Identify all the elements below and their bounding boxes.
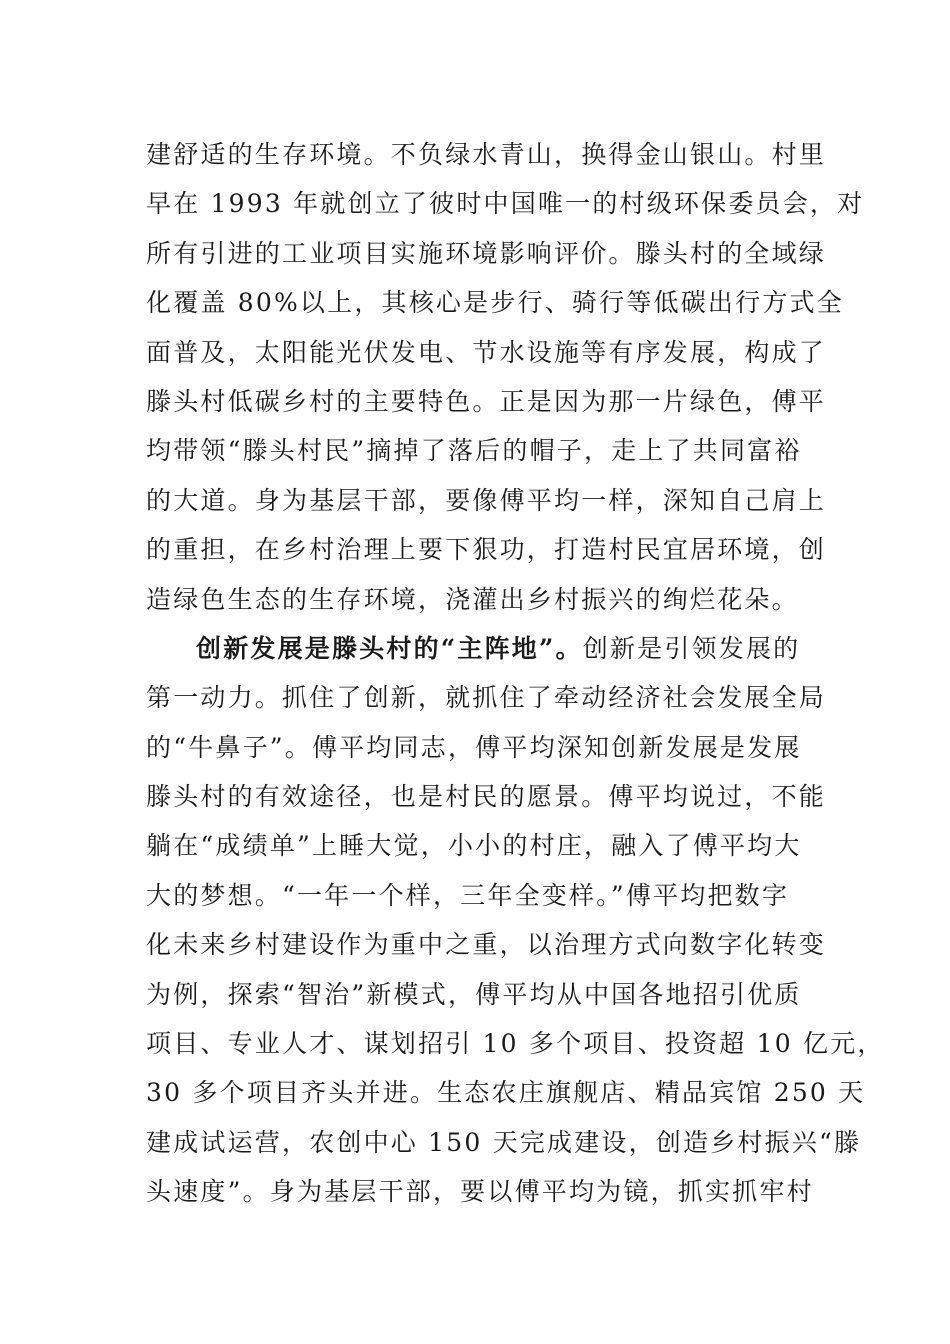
text-line: 的大道。身为基层干部，要像傅平均一样，深知自己肩上 <box>146 485 827 515</box>
text-line: 建成试运营，农创中心 150 天完成建设，创造乡村振兴“滕 <box>146 1127 862 1157</box>
text-line: 所有引进的工业项目实施环境影响评价。滕头村的全域绿 <box>146 238 827 268</box>
text-line: 均带领“滕头村民”摘掉了落后的帽子，走上了共同富裕 <box>146 436 802 466</box>
text-line: 的重担，在乡村治理上要下狠功，打造村民宜居环境，创 <box>146 535 827 565</box>
text-line: 大的梦想。“一年一个样，三年全变样。”傅平均把数字 <box>146 880 790 910</box>
text-line: 项目、专业人才、谋划招引 10 多个项目、投资超 10 亿元， <box>146 1029 885 1059</box>
section-heading: 创新发展是滕头村的“主阵地”。 <box>196 633 583 663</box>
paragraph-2 <box>146 624 885 1217</box>
text-line: 躺在“成绩单”上睡大觉，小小的村庄，融入了傅平均大 <box>146 831 802 861</box>
text-line: 化覆盖 80%以上，其核心是步行、骑行等低碳出行方式全 <box>146 288 844 318</box>
text-line: 滕头村低碳乡村的主要特色。正是因为那一片绿色，傅平 <box>146 386 827 416</box>
text-line: 面普及，太阳能光伏发电、节水设施等有序发展，构成了 <box>146 337 827 367</box>
text-line: 滕头村的有效途径，也是村民的愿景。傅平均说过，不能 <box>146 782 827 812</box>
text-line: 建舒适的生存环境。不负绿水青山，换得金山银山。村里 <box>146 140 827 169</box>
paragraph-1 <box>146 130 865 624</box>
text-line: 的“牛鼻子”。傅平均同志，傅平均深知创新发展是发展 <box>146 732 802 762</box>
text-line: 头速度”。身为基层干部，要以傅平均为镜，抓实抓牢村 <box>146 1177 814 1207</box>
text-line: 为例，探索“智治”新模式，傅平均从中国各地招引优质 <box>146 979 802 1009</box>
text-line: 造绿色生态的生存环境，浇灌出乡村振兴的绚烂花朵。 <box>146 584 799 614</box>
paragraph-first-line <box>146 624 816 673</box>
text-line: 化未来乡村建设作为重中之重，以治理方式向数字化转变 <box>146 930 827 960</box>
text-line: 第一动力。抓住了创新，就抓住了牵动经济社会发展全局 <box>146 683 827 713</box>
text-run: 创新是引领发展的 <box>582 633 801 663</box>
document-body <box>146 130 885 1217</box>
text-line: 30 多个项目齐头并进。生态农庄旗舰店、精品宾馆 250 天 <box>146 1078 866 1108</box>
text-line: 早在 1993 年就创立了彼时中国唯一的村级环保委员会，对 <box>146 189 865 219</box>
